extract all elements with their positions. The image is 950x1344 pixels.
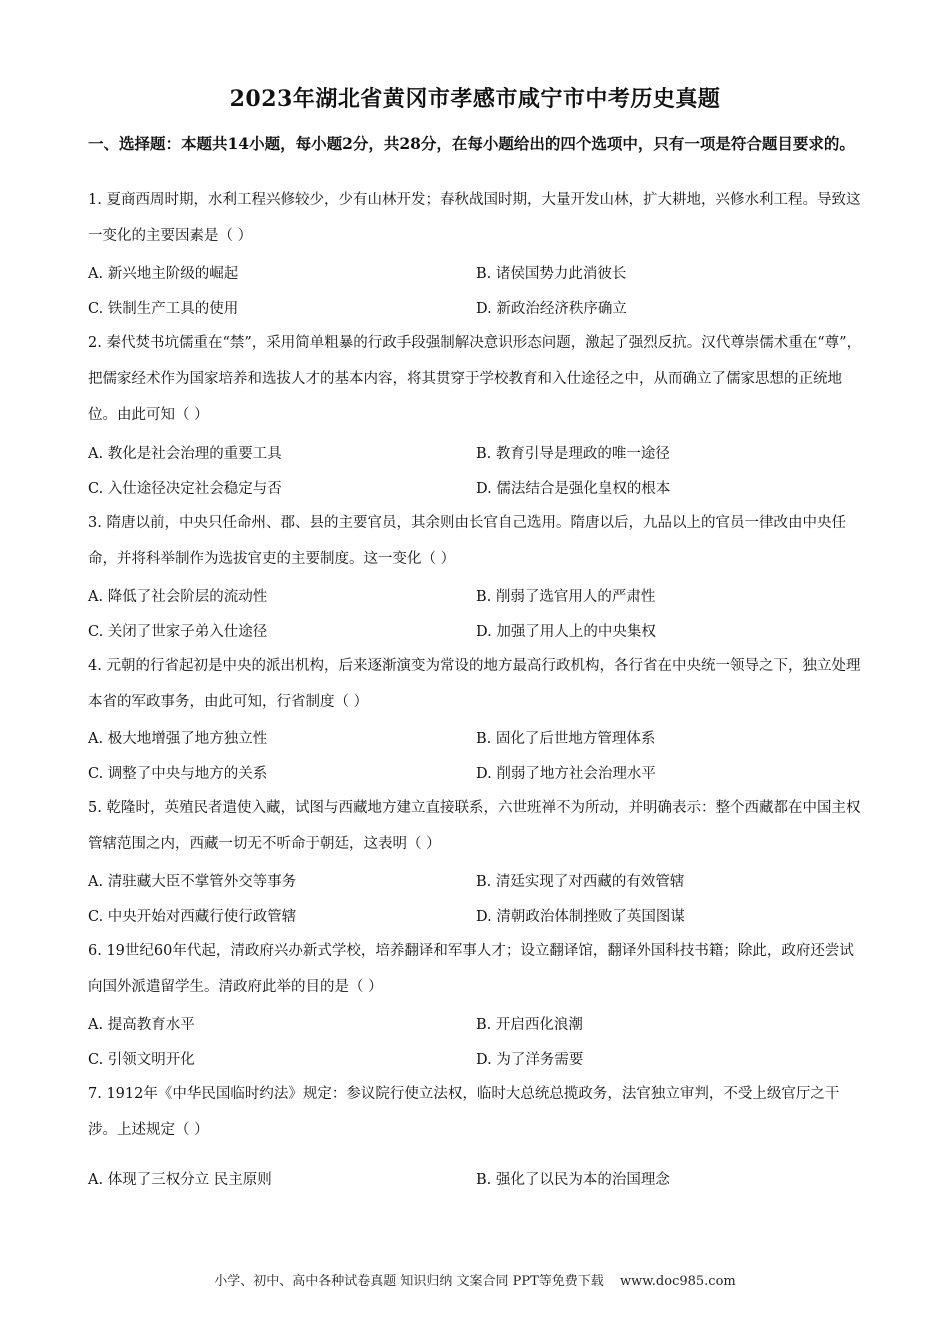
section-heading: 一、选择题：本题共14小题，每小题2分，共28分，在每小题给出的四个选项中，只有一项是符合题目要求的。 xyxy=(88,134,855,153)
question-4-option-a: A. 极大地增强了地方独立性 xyxy=(88,731,268,747)
question-6-option-c: C. 引领文明开化 xyxy=(88,1052,195,1068)
page-footer xyxy=(0,1270,950,1289)
question-7-option-a: A. 体现了三权分立 民主原则 xyxy=(88,1172,272,1188)
question-3-option-a: A. 降低了社会阶层的流动性 xyxy=(88,589,268,605)
question-3-option-c: C. 关闭了世家子弟入仕途径 xyxy=(88,624,268,640)
question-4-stem: 4. 元朝的行省起初是中央的派出机构，后来逐渐演变为常设的地方最高行政机构，各行省在中央统一领导之下，独立处理本省的军政事务，由此可知，行省制度（ ） xyxy=(88,658,861,710)
question-6-stem: 6. 19世纪60年代起，清政府兴办新式学校，培养翻译和军事人才；设立翻译馆，翻译外国科技书籍；除此，政府还尝试向国外派遣留学生。清政府此举的目的是（ ） xyxy=(88,943,854,995)
question-2-stem: 2. 秦代焚书坑儒重在“禁”，采用简单粗暴的行政手段强制解决意识形态问题，激起了强烈反抗。汉代尊崇儒术重在“尊”，把儒家经术作为国家培养和选拔人才的基本内容，将其贯穿于学校教育和入仕途径之中，从而确立了儒家思想的正统地位。由此可知（ ） xyxy=(88,335,862,423)
question-6-option-a: A. 提高教育水平 xyxy=(88,1017,195,1033)
page-title: 2023年湖北省黄冈市孝感市咸宁市中考历史真题 xyxy=(229,86,721,112)
question-7-option-b: B. 强化了以民为本的治国理念 xyxy=(476,1172,670,1188)
question-2-option-d: D. 儒法结合是强化皇权的根本 xyxy=(476,481,671,497)
footer-text: 小学、初中、高中各种试卷真题 知识归纳 文案合同 PPT等免费下载 xyxy=(214,1274,604,1289)
question-1-stem: 1. 夏商西周时期，水利工程兴修较少，少有山林开发；春秋战国时期，大量开发山林，扩大耕地，兴修水利工程。导致这一变化的主要因素是（ ） xyxy=(88,192,861,244)
question-4-option-c: C. 调整了中央与地方的关系 xyxy=(88,766,268,782)
question-1-option-a: A. 新兴地主阶级的崛起 xyxy=(88,266,239,282)
question-5-option-d: D. 清朝政治体制挫败了英国图谋 xyxy=(476,909,685,925)
question-5-option-c: C. 中央开始对西藏行使行政管辖 xyxy=(88,909,297,925)
question-7-stem: 7. 1912年《中华民国临时约法》规定：参议院行使立法权，临时大总统总揽政务，法官独立审判，不受上级官厅之干涉。上述规定（ ） xyxy=(88,1086,840,1138)
question-1-option-d: D. 新政治经济秩序确立 xyxy=(476,301,627,317)
question-1-option-b: B. 诸侯国势力此消彼长 xyxy=(476,266,627,282)
question-2-option-c: C. 入仕途径决定社会稳定与否 xyxy=(88,481,282,497)
question-3-option-b: B. 削弱了选官用人的严肃性 xyxy=(476,589,656,605)
footer-url[interactable]: www.doc985.com xyxy=(619,1274,736,1289)
question-2-option-b: B. 教育引导是理政的唯一途径 xyxy=(476,446,670,462)
question-4-option-b: B. 固化了后世地方管理体系 xyxy=(476,731,656,747)
question-5-option-b: B. 清廷实现了对西藏的有效管辖 xyxy=(476,874,685,890)
question-1-option-c: C. 铁制生产工具的使用 xyxy=(88,301,239,317)
question-3-option-d: D. 加强了用人上的中央集权 xyxy=(476,624,656,640)
question-6-option-b: B. 开启西化浪潮 xyxy=(476,1017,583,1033)
question-6-option-d: D. 为了洋务需要 xyxy=(476,1052,584,1068)
question-4-option-d: D. 削弱了地方社会治理水平 xyxy=(476,766,656,782)
question-5-option-a: A. 清驻藏大臣不掌管外交等事务 xyxy=(88,874,297,890)
question-2-option-a: A. 教化是社会治理的重要工具 xyxy=(88,446,282,462)
question-3-stem: 3. 隋唐以前，中央只任命州、郡、县的主要官员，其余则由长官自己选用。隋唐以后，九品以上的官员一律改由中央任命，并将科举制作为选拔官吏的主要制度。这一变化（ ） xyxy=(88,515,846,567)
question-5-stem: 5. 乾隆时，英殖民者遣使入藏，试图与西藏地方建立直接联系，六世班禅不为所动，并明确表示：整个西藏都在中国主权管辖范围之内，西藏一切无不听命于朝廷，这表明（ ） xyxy=(88,800,861,852)
